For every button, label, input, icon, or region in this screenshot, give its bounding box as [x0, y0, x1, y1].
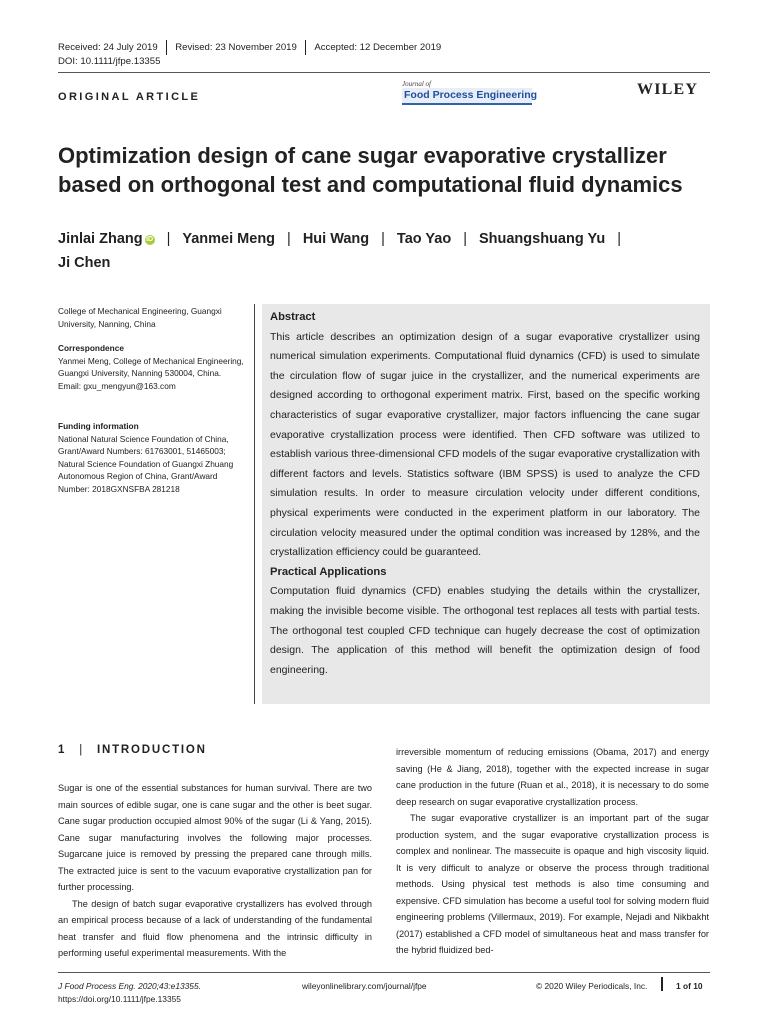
paragraph: Sugar is one of the essential substances for human survival. There are two main sources of edible sugar, one is cane sugar and the other is beet sugar. Cane sugar production occupied almost 90% of the sugar (Li & Yang, 2015). Cane sugar manufacturing involves the following major processes. Sugarcane juice is removed by pressing the prepared cane through mills. The extracted juice is sent to the vacuum evaporative crystallization pan for further processing.	[58, 783, 372, 892]
author-name[interactable]: Yanmei Meng	[182, 231, 276, 247]
correspondence-heading: Correspondence	[58, 343, 124, 353]
affiliation: College of Mechanical Engineering, Guangxi University, Nanning, China	[58, 306, 222, 329]
correspondence	[58, 342, 248, 392]
citation: J Food Process Eng. 2020;43:e13355.	[58, 981, 201, 991]
footer-divider	[661, 977, 663, 991]
practical-applications-body: Computation fluid dynamics (CFD) enables studying the details within the crystallizer, making the invisible become visible. The orthogonal test replaces all tests with partial tests. The orthogonal test coupled CFD technique can hugely decrease the cost of optimization design. The application of this method will benefit the optimization design of food engineering.	[270, 585, 700, 676]
abstract-body: This article describes an optimization design of a sugar evaporative crystallizer using numerical simulation experiments. Computational fluid dynamics (CFD) is used to simulate the circulation flow of sugar juice in the crystallizer, and the numerical experiments are designed according to orthogonal experiment matrix. First, based on the specific working characteristics of sugar evaporative crystallizer, major factors influencing the cane sugar evaporative crystallization process were identified. Then CFD software was utilized to establish various three-dimensional CFD models of the sugar evaporative crystallization with different factors and levels. Statistics software (IBM SPSS) is used to analyze the CFD simulation results. In order to measure circulation velocity under different conditions, physical experiments were conducted in the experiment platform in our laboratory. The circulation velocity measured under the optimal condition was increased by 128%, and the crystallization efficiency could be guaranteed.	[270, 330, 700, 559]
author-name[interactable]: Ji Chen	[58, 255, 111, 271]
paragraph: The design of batch sugar evaporative crystallizers has evolved through an empirical process because of a lack of understanding of the fundamental heat transfer and fluid flow phenomena and the intrinsic difficulty in performing useful experimental measurements. With the	[58, 898, 372, 958]
journal-logo-name: Food Process Engineering	[402, 88, 532, 105]
body-column-left	[58, 780, 372, 962]
body-column-right	[396, 744, 709, 959]
section-title: INTRODUCTION	[97, 744, 207, 756]
paragraph: irreversible momentum of reducing emissions (Obama, 2017) and energy saving (He & Jiang, 2018), together with the expected increase in sugar cane production in the future (Ruan et al., 2018), it is necessary to do some deep research on sugar evaporative crystallization process.	[396, 747, 709, 807]
journal-logo[interactable]	[402, 80, 538, 102]
article-doi[interactable]: DOI: 10.1111/jfpe.13355	[58, 56, 161, 67]
correspondence-body: Yanmei Meng, College of Mechanical Engineering, Guangxi University, Nanning 530004, China.	[58, 355, 244, 379]
abstract-box	[262, 304, 710, 704]
author-name[interactable]: Shuangshuang Yu	[478, 231, 606, 247]
page-number: 1 of 10	[676, 981, 703, 991]
author-list: Jinlai Zhang iD | Yanmei Meng | Hui Wang | Tao Yao | Shuangshuang Yu | Ji Chen	[58, 231, 621, 271]
footer-rule	[58, 972, 710, 973]
paragraph: The sugar evaporative crystallizer is an important part of the sugar production system, and the sugar evaporative crystallization process is complex and nonlinear. The massecuite is opaque and high viscosity liquid. It is very difficult to analyze or observe the process through traditional methods. Using physical test methods is also time consuming and expensive. CFD simulation has become a useful tool for solving modern fluid engineering problems (Villermaux, 2019). For example, Nejadi and Nikbakht (2017) established a CFD model of simultaneous heat and mass transfer for the hybrid fluidized bed-	[396, 813, 709, 955]
divider	[305, 40, 307, 55]
journal-logo-top: Journal of	[402, 80, 431, 88]
journal-site-link[interactable]: wileyonlinelibrary.com/journal/jfpe	[302, 981, 427, 991]
funding-heading: Funding information	[58, 421, 139, 431]
funding-body: National Natural Science Foundation of China, Grant/Award Numbers: 61763001, 51465003; Natural Science Foundation of Guangxi Zhuang Autonomous Region of China, Grant/Award Number: 2018GXNSFBA 281218	[58, 433, 234, 494]
article-type: ORIGINAL ARTICLE	[58, 91, 201, 103]
author-name[interactable]: Tao Yao	[396, 231, 452, 247]
author-name[interactable]: Jinlai Zhang	[58, 231, 143, 247]
header-rule	[58, 72, 710, 73]
footer-citation	[58, 980, 201, 1006]
accepted-date: Accepted: 12 December 2019	[314, 42, 442, 53]
orcid-icon[interactable]: iD	[146, 236, 154, 243]
divider	[166, 40, 168, 55]
publisher-logo[interactable]: WILEY	[637, 81, 699, 98]
section-separator: |	[79, 744, 84, 756]
section-number: 1	[58, 744, 67, 756]
section-heading	[58, 744, 207, 756]
copyright: © 2020 Wiley Periodicals, Inc.	[536, 981, 648, 991]
revised-date: Revised: 23 November 2019	[175, 42, 297, 53]
correspondence-email[interactable]: Email: gxu_mengyun@163.com	[58, 380, 176, 391]
column-divider	[254, 304, 255, 704]
doi-link[interactable]: https://doi.org/10.1111/jfpe.13355	[58, 994, 181, 1004]
author-name[interactable]: Hui Wang	[302, 231, 370, 247]
received-date: Received: 24 July 2019	[58, 42, 158, 53]
practical-applications-heading: Practical Applications	[270, 565, 387, 578]
abstract-heading: Abstract	[270, 311, 316, 323]
article-dates	[58, 40, 441, 55]
article-title: Optimization design of cane sugar evaporative crystallizer based on orthogonal test and computational fluid dynamics	[58, 143, 683, 197]
funding	[58, 420, 248, 496]
